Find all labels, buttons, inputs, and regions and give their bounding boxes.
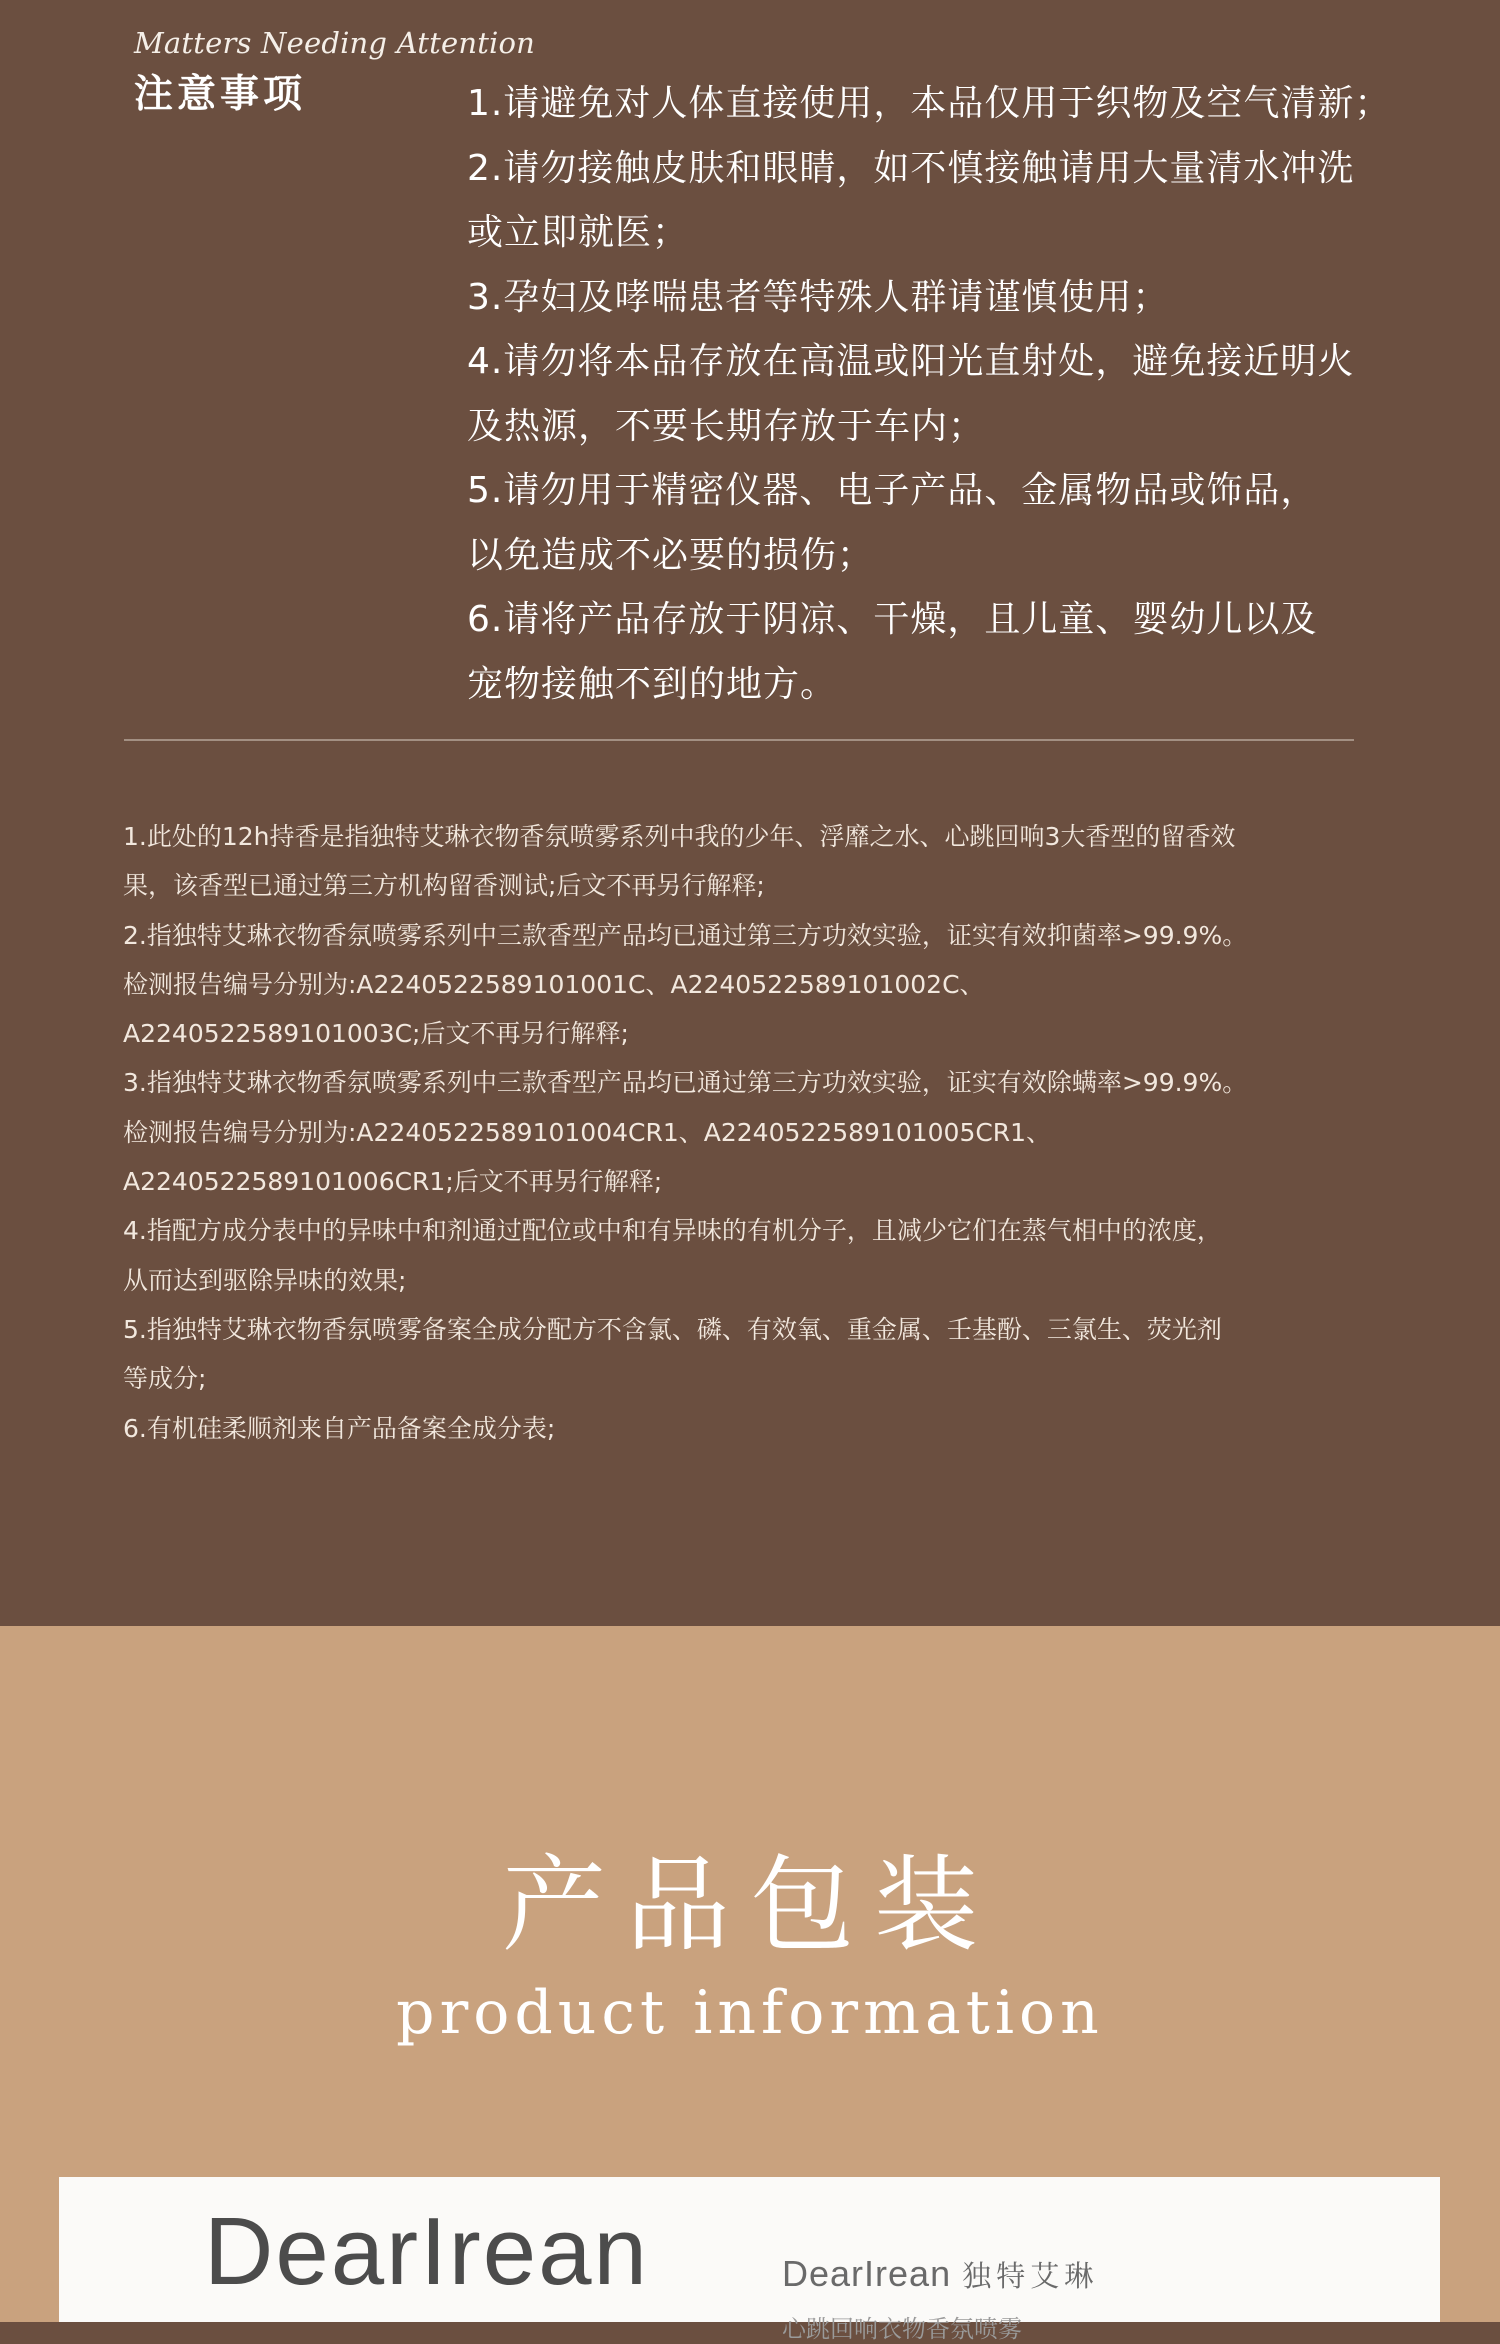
product-subtitle: product information: [396, 1978, 1104, 2048]
footnote-line: A2240522589101006CR1;后文不再另行解释;: [123, 1167, 663, 1197]
footnote-list: [123, 812, 1373, 1453]
notice-item: 5.请勿用于精密仪器、电子产品、金属物品或饰品，: [467, 470, 1318, 511]
package-label-en: DearIrean: [782, 2253, 952, 2294]
package-product-line: 心跳回响衣物香氛喷雾: [782, 2315, 1022, 2343]
footnote-line: 果，该香型已通过第三方机构留香测试;后文不再另行解释;: [123, 871, 765, 901]
footnote-line: 3.指独特艾琳衣物香氛喷雾系列中三款香型产品均已通过第三方功效实验，证实有效除螨率>99.9%。: [123, 1068, 1248, 1098]
footnote-line: A2240522589101003C;后文不再另行解释;: [123, 1019, 629, 1049]
product-title: 产品包装: [501, 1844, 998, 1966]
footnote-line: 检测报告编号分别为:A2240522589101001C、A2240522589101002C、: [123, 969, 985, 999]
section-divider: [124, 739, 1354, 741]
notice-list: [467, 72, 1467, 717]
footnote-line: 1.此处的12h持香是指独特艾琳衣物香氛喷雾系列中我的少年、浮靡之水、心跳回响3大香型的留香效: [123, 822, 1236, 851]
product-information-section: [0, 1626, 1500, 2343]
footnote-line: 5.指独特艾琳衣物香氛喷雾备案全成分配方不含氯、磷、有效氧、重金属、壬基酚、三氯生、荧光剂: [123, 1314, 1222, 1344]
notice-item: 以免造成不必要的损伤；: [467, 534, 875, 576]
notice-eyebrow: Matters Needing Attention: [134, 26, 536, 60]
notice-item: 1.请避免对人体直接使用，本品仅用于织物及空气清新；: [467, 83, 1392, 124]
notice-item: 4.请勿将本品存放在高温或阳光直射处，避免接近明火: [467, 341, 1355, 382]
notice-item: 宠物接触不到的地方。: [467, 663, 838, 705]
footnote-line: 4.指配方成分表中的异味中和剂通过配位或中和有异味的有机分子，且减少它们在蒸气相中的浓度，: [123, 1216, 1222, 1246]
package-image-card: [59, 2177, 1440, 2343]
notice-heading: 注意事项: [134, 72, 307, 117]
footnote-line: 检测报告编号分别为:A2240522589101004CR1、A2240522589101005CR1、: [123, 1117, 1052, 1147]
package-label-cn: 独特艾琳: [962, 2259, 1099, 2293]
notice-item: 及热源，不要长期存放于车内；: [467, 405, 986, 447]
footnote-line: 6.有机硅柔顺剂来自产品备案全成分表;: [123, 1413, 556, 1443]
notice-item: 6.请将产品存放于阴凉、干燥，且儿童、婴幼儿以及: [467, 599, 1318, 640]
notice-item: 3.孕妇及哮喘患者等特殊人群请谨慎使用；: [467, 276, 1170, 318]
package-brand-logo: DearIrean: [204, 2198, 649, 2305]
notice-item: 或立即就医；: [467, 212, 690, 253]
package-label: [782, 2253, 1098, 2295]
footnote-line: 2.指独特艾琳衣物香氛喷雾系列中三款香型产品均已通过第三方功效实验，证实有效抑菌率>99.9%。: [123, 920, 1248, 950]
footnote-line: 从而达到驱除异味的效果;: [123, 1265, 407, 1295]
notice-item: 2.请勿接触皮肤和眼睛，如不慎接触请用大量清水冲洗: [467, 147, 1355, 189]
footnote-line: 等成分;: [123, 1364, 207, 1394]
